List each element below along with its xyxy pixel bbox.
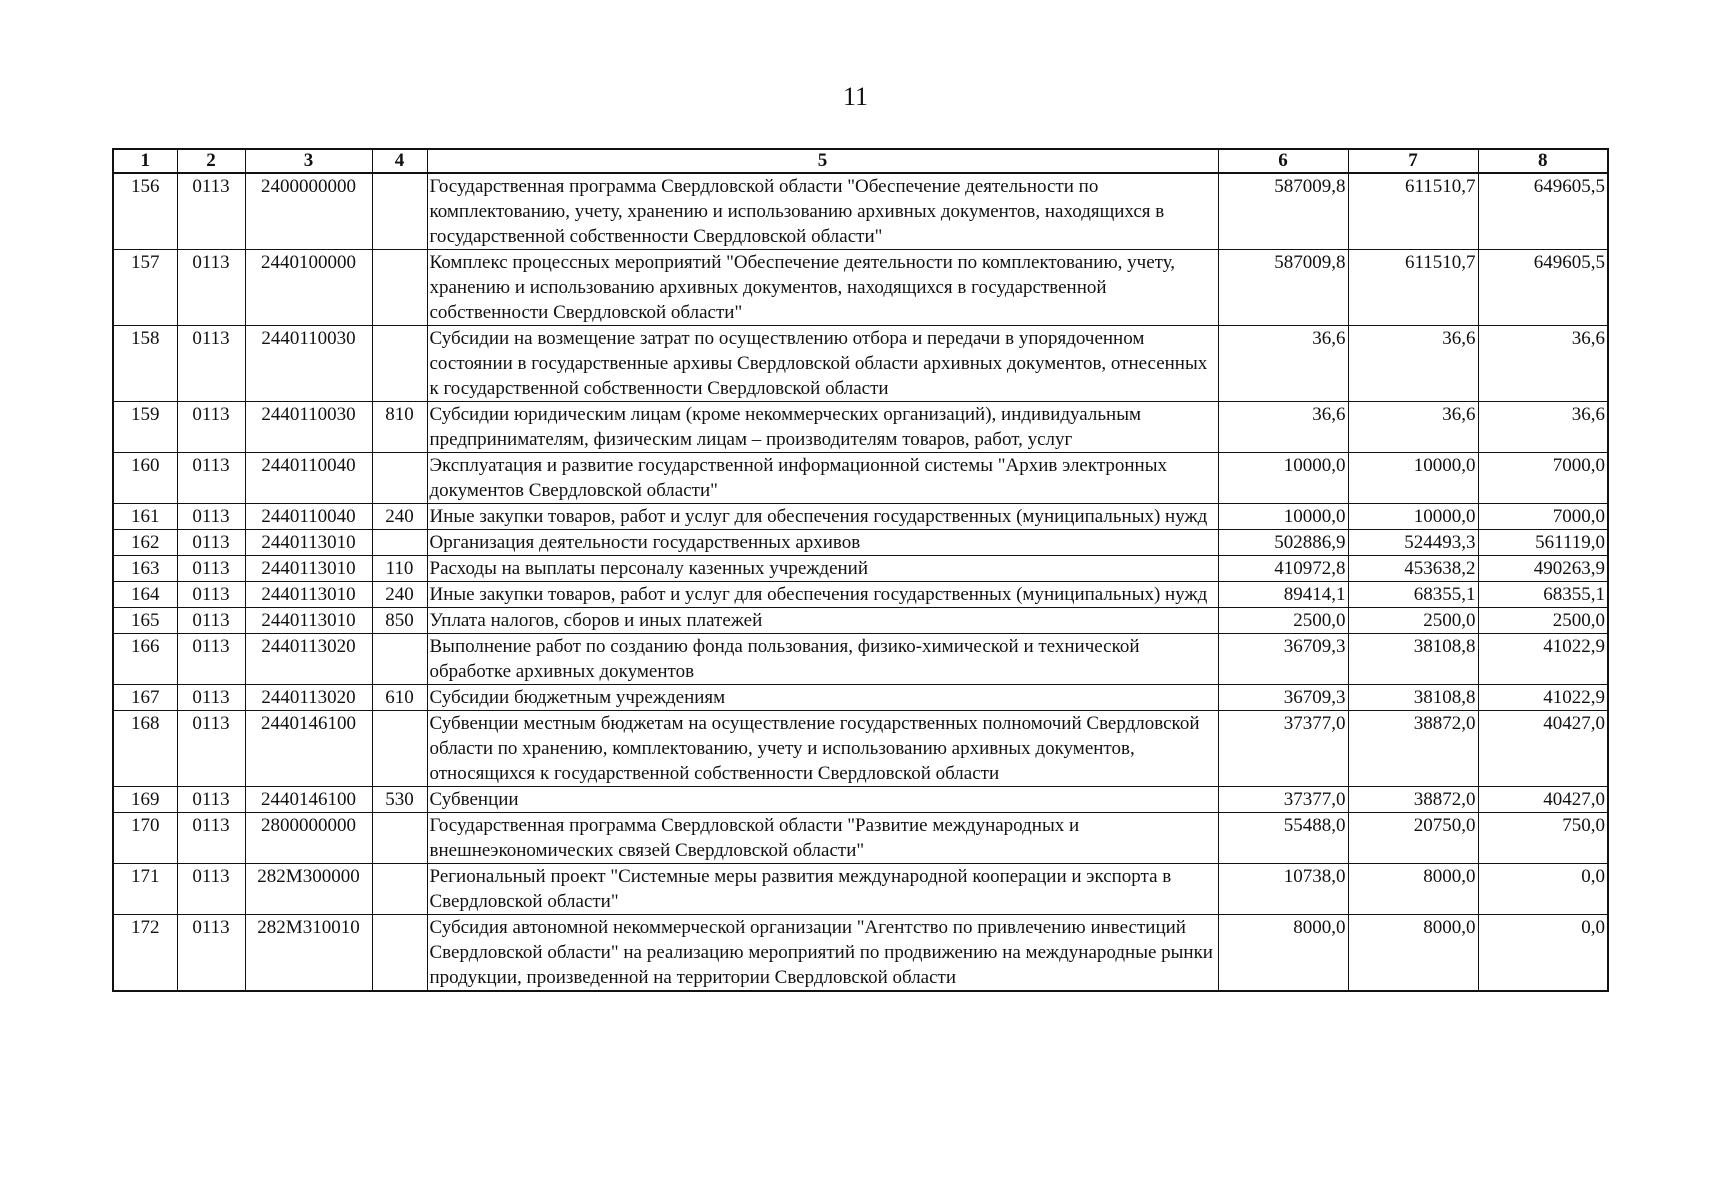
- expense-type-code: [372, 453, 427, 504]
- amount-col-7: 38872,0: [1348, 787, 1478, 813]
- table-row: [113, 813, 1608, 864]
- section-code: 0113: [177, 453, 245, 504]
- amount-col-7: 453638,2: [1348, 556, 1478, 582]
- expense-type-code: [372, 634, 427, 685]
- column-header: 5: [427, 149, 1218, 173]
- expense-type-code: 850: [372, 608, 427, 634]
- column-header: 7: [1348, 149, 1478, 173]
- column-header: 2: [177, 149, 245, 173]
- amount-col-6: 36709,3: [1218, 685, 1348, 711]
- row-number: 172: [113, 915, 177, 992]
- target-article-code: 2440113010: [245, 608, 372, 634]
- expense-type-code: 240: [372, 504, 427, 530]
- amount-col-7: 10000,0: [1348, 504, 1478, 530]
- row-number: 158: [113, 326, 177, 402]
- amount-col-7: 8000,0: [1348, 915, 1478, 992]
- expense-type-code: [372, 915, 427, 992]
- amount-col-6: 36,6: [1218, 402, 1348, 453]
- amount-col-8: 36,6: [1478, 326, 1608, 402]
- item-name: Иные закупки товаров, работ и услуг для обеспечения государственных (муниципальных) нужд: [427, 582, 1218, 608]
- amount-col-6: 10000,0: [1218, 504, 1348, 530]
- row-number: 166: [113, 634, 177, 685]
- section-code: 0113: [177, 634, 245, 685]
- amount-col-7: 68355,1: [1348, 582, 1478, 608]
- target-article-code: 2440113020: [245, 634, 372, 685]
- item-name: Иные закупки товаров, работ и услуг для обеспечения государственных (муниципальных) нужд: [427, 504, 1218, 530]
- amount-col-7: 36,6: [1348, 326, 1478, 402]
- row-number: 167: [113, 685, 177, 711]
- amount-col-7: 10000,0: [1348, 453, 1478, 504]
- table-row: [113, 530, 1608, 556]
- column-header: 3: [245, 149, 372, 173]
- expense-type-code: 810: [372, 402, 427, 453]
- row-number: 157: [113, 250, 177, 326]
- amount-col-7: 611510,7: [1348, 173, 1478, 250]
- item-name: Комплекс процессных мероприятий "Обеспечение деятельности по комплектованию, учету, хранению и использованию архивных документов, находящихся в государственной собственности Свердловской области": [427, 250, 1218, 326]
- target-article-code: 2440110040: [245, 504, 372, 530]
- item-name: Выполнение работ по созданию фонда пользования, физико-химической и технической обработке архивных документов: [427, 634, 1218, 685]
- item-name: Субсидии на возмещение затрат по осуществлению отбора и передачи в упорядоченном состоянии в государственные архивы Свердловской области архивных документов, отнесенных к государственной собственности Свердловской области: [427, 326, 1218, 402]
- section-code: 0113: [177, 582, 245, 608]
- row-number: 165: [113, 608, 177, 634]
- table-row: [113, 787, 1608, 813]
- section-code: 0113: [177, 787, 245, 813]
- amount-col-6: 8000,0: [1218, 915, 1348, 992]
- section-code: 0113: [177, 556, 245, 582]
- target-article-code: 2800000000: [245, 813, 372, 864]
- row-number: 160: [113, 453, 177, 504]
- row-number: 170: [113, 813, 177, 864]
- table-row: [113, 504, 1608, 530]
- expense-type-code: 240: [372, 582, 427, 608]
- item-name: Государственная программа Свердловской области "Обеспечение деятельности по комплектованию, учету, хранению и использованию архивных документов, находящихся в государственной собственности Свердловской области": [427, 173, 1218, 250]
- row-number: 162: [113, 530, 177, 556]
- budget-table: [112, 148, 1609, 992]
- expense-type-code: [372, 813, 427, 864]
- amount-col-8: 41022,9: [1478, 634, 1608, 685]
- section-code: 0113: [177, 326, 245, 402]
- target-article-code: 282М310010: [245, 915, 372, 992]
- section-code: 0113: [177, 813, 245, 864]
- section-code: 0113: [177, 685, 245, 711]
- section-code: 0113: [177, 504, 245, 530]
- table-row: [113, 453, 1608, 504]
- table-row: [113, 634, 1608, 685]
- amount-col-8: 40427,0: [1478, 711, 1608, 787]
- column-header: 1: [113, 149, 177, 173]
- amount-col-8: 649605,5: [1478, 173, 1608, 250]
- amount-col-8: 490263,9: [1478, 556, 1608, 582]
- section-code: 0113: [177, 173, 245, 250]
- amount-col-6: 502886,9: [1218, 530, 1348, 556]
- item-name: Эксплуатация и развитие государственной информационной системы "Архив электронных документов Свердловской области": [427, 453, 1218, 504]
- amount-col-6: 10000,0: [1218, 453, 1348, 504]
- expense-type-code: 110: [372, 556, 427, 582]
- table-row: [113, 685, 1608, 711]
- table-row: [113, 556, 1608, 582]
- amount-col-8: 0,0: [1478, 864, 1608, 915]
- row-number: 164: [113, 582, 177, 608]
- row-number: 171: [113, 864, 177, 915]
- item-name: Организация деятельности государственных архивов: [427, 530, 1218, 556]
- amount-col-7: 524493,3: [1348, 530, 1478, 556]
- amount-col-7: 36,6: [1348, 402, 1478, 453]
- amount-col-8: 68355,1: [1478, 582, 1608, 608]
- target-article-code: 2400000000: [245, 173, 372, 250]
- amount-col-7: 611510,7: [1348, 250, 1478, 326]
- amount-col-8: 41022,9: [1478, 685, 1608, 711]
- item-name: Субвенции местным бюджетам на осуществление государственных полномочий Свердловской области по хранению, комплектованию, учету и использованию архивных документов, относящихся к государственной собственности Свердловской области: [427, 711, 1218, 787]
- table-row: [113, 582, 1608, 608]
- table-row: [113, 173, 1608, 250]
- item-name: Расходы на выплаты персоналу казенных учреждений: [427, 556, 1218, 582]
- expense-type-code: 530: [372, 787, 427, 813]
- amount-col-6: 55488,0: [1218, 813, 1348, 864]
- amount-col-8: 649605,5: [1478, 250, 1608, 326]
- item-name: Субвенции: [427, 787, 1218, 813]
- target-article-code: 2440113010: [245, 556, 372, 582]
- amount-col-7: 38108,8: [1348, 685, 1478, 711]
- column-header: 8: [1478, 149, 1608, 173]
- table-row: [113, 608, 1608, 634]
- amount-col-7: 38872,0: [1348, 711, 1478, 787]
- row-number: 159: [113, 402, 177, 453]
- item-name: Субсидии юридическим лицам (кроме некоммерческих организаций), индивидуальным предпринимателям, физическим лицам – производителям товаров, работ, услуг: [427, 402, 1218, 453]
- row-number: 169: [113, 787, 177, 813]
- expense-type-code: [372, 250, 427, 326]
- amount-col-8: 0,0: [1478, 915, 1608, 992]
- amount-col-8: 36,6: [1478, 402, 1608, 453]
- amount-col-8: 40427,0: [1478, 787, 1608, 813]
- table-row: [113, 402, 1608, 453]
- column-header: 6: [1218, 149, 1348, 173]
- amount-col-6: 410972,8: [1218, 556, 1348, 582]
- expense-type-code: [372, 530, 427, 556]
- section-code: 0113: [177, 711, 245, 787]
- target-article-code: 2440113010: [245, 582, 372, 608]
- amount-col-7: 2500,0: [1348, 608, 1478, 634]
- amount-col-6: 36709,3: [1218, 634, 1348, 685]
- table-row: [113, 864, 1608, 915]
- amount-col-6: 2500,0: [1218, 608, 1348, 634]
- item-name: Субсидия автономной некоммерческой организации "Агентство по привлечению инвестиций Свердловской области" на реализацию мероприятий по продвижению на международные рынки продукции, произведенной на территории Свердловской области: [427, 915, 1218, 992]
- expense-type-code: [372, 326, 427, 402]
- amount-col-6: 36,6: [1218, 326, 1348, 402]
- target-article-code: 2440100000: [245, 250, 372, 326]
- amount-col-8: 561119,0: [1478, 530, 1608, 556]
- table-row: [113, 250, 1608, 326]
- amount-col-7: 8000,0: [1348, 864, 1478, 915]
- amount-col-6: 587009,8: [1218, 173, 1348, 250]
- row-number: 156: [113, 173, 177, 250]
- row-number: 168: [113, 711, 177, 787]
- amount-col-8: 2500,0: [1478, 608, 1608, 634]
- column-header: 4: [372, 149, 427, 173]
- item-name: Государственная программа Свердловской области "Развитие международных и внешнеэкономических связей Свердловской области": [427, 813, 1218, 864]
- item-name: Уплата налогов, сборов и иных платежей: [427, 608, 1218, 634]
- expense-type-code: 610: [372, 685, 427, 711]
- section-code: 0113: [177, 915, 245, 992]
- amount-col-8: 7000,0: [1478, 504, 1608, 530]
- row-number: 163: [113, 556, 177, 582]
- target-article-code: 2440146100: [245, 787, 372, 813]
- amount-col-7: 38108,8: [1348, 634, 1478, 685]
- page-number: 11: [842, 82, 869, 111]
- target-article-code: 2440146100: [245, 711, 372, 787]
- target-article-code: 2440110030: [245, 326, 372, 402]
- item-name: Региональный проект "Системные меры развития международной кооперации и экспорта в Свердловской области": [427, 864, 1218, 915]
- target-article-code: 2440110030: [245, 402, 372, 453]
- amount-col-6: 587009,8: [1218, 250, 1348, 326]
- amount-col-6: 37377,0: [1218, 787, 1348, 813]
- section-code: 0113: [177, 250, 245, 326]
- amount-col-7: 20750,0: [1348, 813, 1478, 864]
- expense-type-code: [372, 173, 427, 250]
- expense-type-code: [372, 711, 427, 787]
- section-code: 0113: [177, 864, 245, 915]
- target-article-code: 2440110040: [245, 453, 372, 504]
- amount-col-6: 37377,0: [1218, 711, 1348, 787]
- expense-type-code: [372, 864, 427, 915]
- row-number: 161: [113, 504, 177, 530]
- target-article-code: 2440113020: [245, 685, 372, 711]
- section-code: 0113: [177, 608, 245, 634]
- amount-col-8: 750,0: [1478, 813, 1608, 864]
- item-name: Субсидии бюджетным учреждениям: [427, 685, 1218, 711]
- amount-col-6: 89414,1: [1218, 582, 1348, 608]
- target-article-code: 2440113010: [245, 530, 372, 556]
- amount-col-8: 7000,0: [1478, 453, 1608, 504]
- table-row: [113, 326, 1608, 402]
- table-row: [113, 711, 1608, 787]
- target-article-code: 282М300000: [245, 864, 372, 915]
- section-code: 0113: [177, 402, 245, 453]
- section-code: 0113: [177, 530, 245, 556]
- amount-col-6: 10738,0: [1218, 864, 1348, 915]
- table-row: [113, 915, 1608, 992]
- header-row: [113, 149, 1608, 173]
